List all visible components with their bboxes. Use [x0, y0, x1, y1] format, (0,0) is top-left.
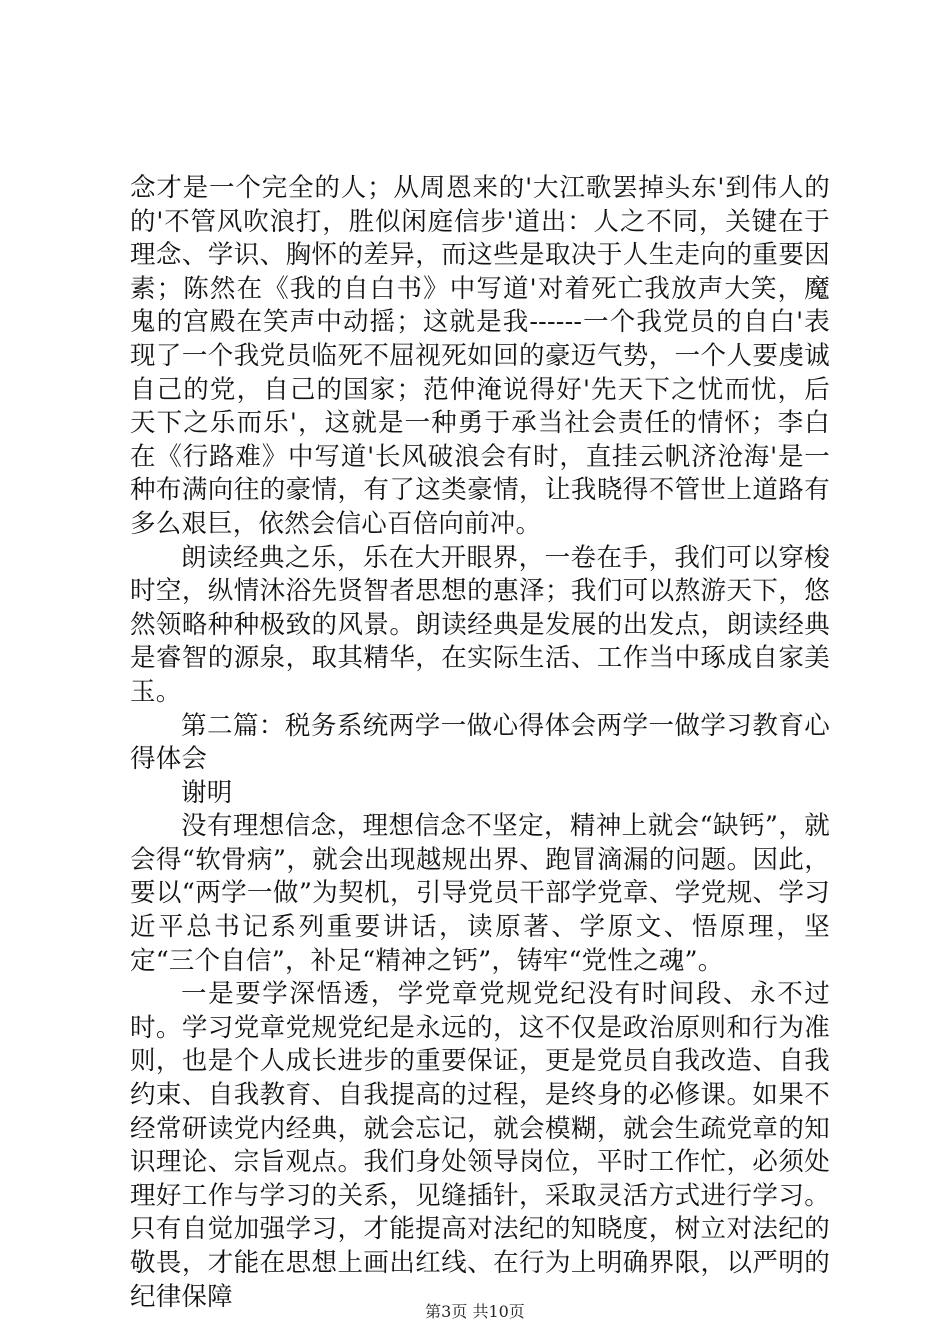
paragraph-5: 没有理想信念，理想信念不坚定，精神上就会“缺钙”，就会得“软骨病”，就会出现越规出界、跑冒滴漏的问题。因此，要以“两学一做”为契机，引导党员干部学党章、学党规、学习近平总书记系列重要讲话，读原著、学原文、悟原理，坚定“三个自信”，补足“精神之钙”，铸牢“党性之魂”。: [130, 811, 830, 976]
paragraph-6: 一是要学深悟透，学党章党规党纪没有时间段、永不过时。学习党章党规党纪是永远的，这不仅是政治原则和行为准则，也是个人成长进步的重要保证，更是党员自我改造、自我约束、自我教育、自我提高的过程，是终身的必修课。如果不经常研读党内经典，就会忘记，就会模糊，就会生疏党章的知识理论、宗旨观点。我们身处领导岗位，平时工作忙，必须处理好工作与学习的关系，见缝插针，采取灵活方式进行学习。只有自觉加强学习，才能提高对法纪的知晓度，树立对法纪的敬畏，才能在思想上画出红线、在行为上明确界限，以严明的纪律保障: [130, 979, 830, 1312]
page-footer: [0, 1302, 950, 1322]
paragraph-1: 念才是一个完全的人；从周恩来的'大江歌罢掉头东'到伟人的的'不管风吹浪打，胜似闲庭信步'道出：人之不同，关键在于理念、学识、胸怀的差异，而这些是取决于人生走向的重要因素；陈然在《我的自白书》中写道'对着死亡我放声大笑，魔鬼的宫殿在笑声中动摇；这就是我------一个我党员的自白'表现了一个我党员临死不屈视死如回的豪迈气势，一个人要虔诚自己的党，自己的国家；范仲淹说得好'先天下之忧而忧，后天下之乐而乐'，这就是一种勇于承当社会责任的情怀；李白在《行路难》中写道'长风破浪会有时，直挂云帆济沧海'是一种布满向往的豪情，有了这类豪情，让我晓得不管世上道路有多么艰巨，依然会信心百倍向前冲。: [130, 173, 830, 539]
section-heading: 第二篇：税务系统两学一做心得体会两学一做学习教育心得体会: [130, 710, 830, 775]
author-name: 谢明: [181, 777, 233, 808]
paragraph-2: 朗读经典之乐，乐在大开眼界，一卷在手，我们可以穿梭时空，纵情沐浴先贤智者思想的惠泽；我们可以熬游天下，悠然领略种种极致的风景。朗读经典是发展的出发点，朗读经典是睿智的源泉，取其精华，在实际生活、工作当中琢成自家美玉。: [130, 542, 830, 707]
page-number: 第3页 共10页: [425, 1302, 525, 1321]
document-body: [130, 172, 830, 1314]
